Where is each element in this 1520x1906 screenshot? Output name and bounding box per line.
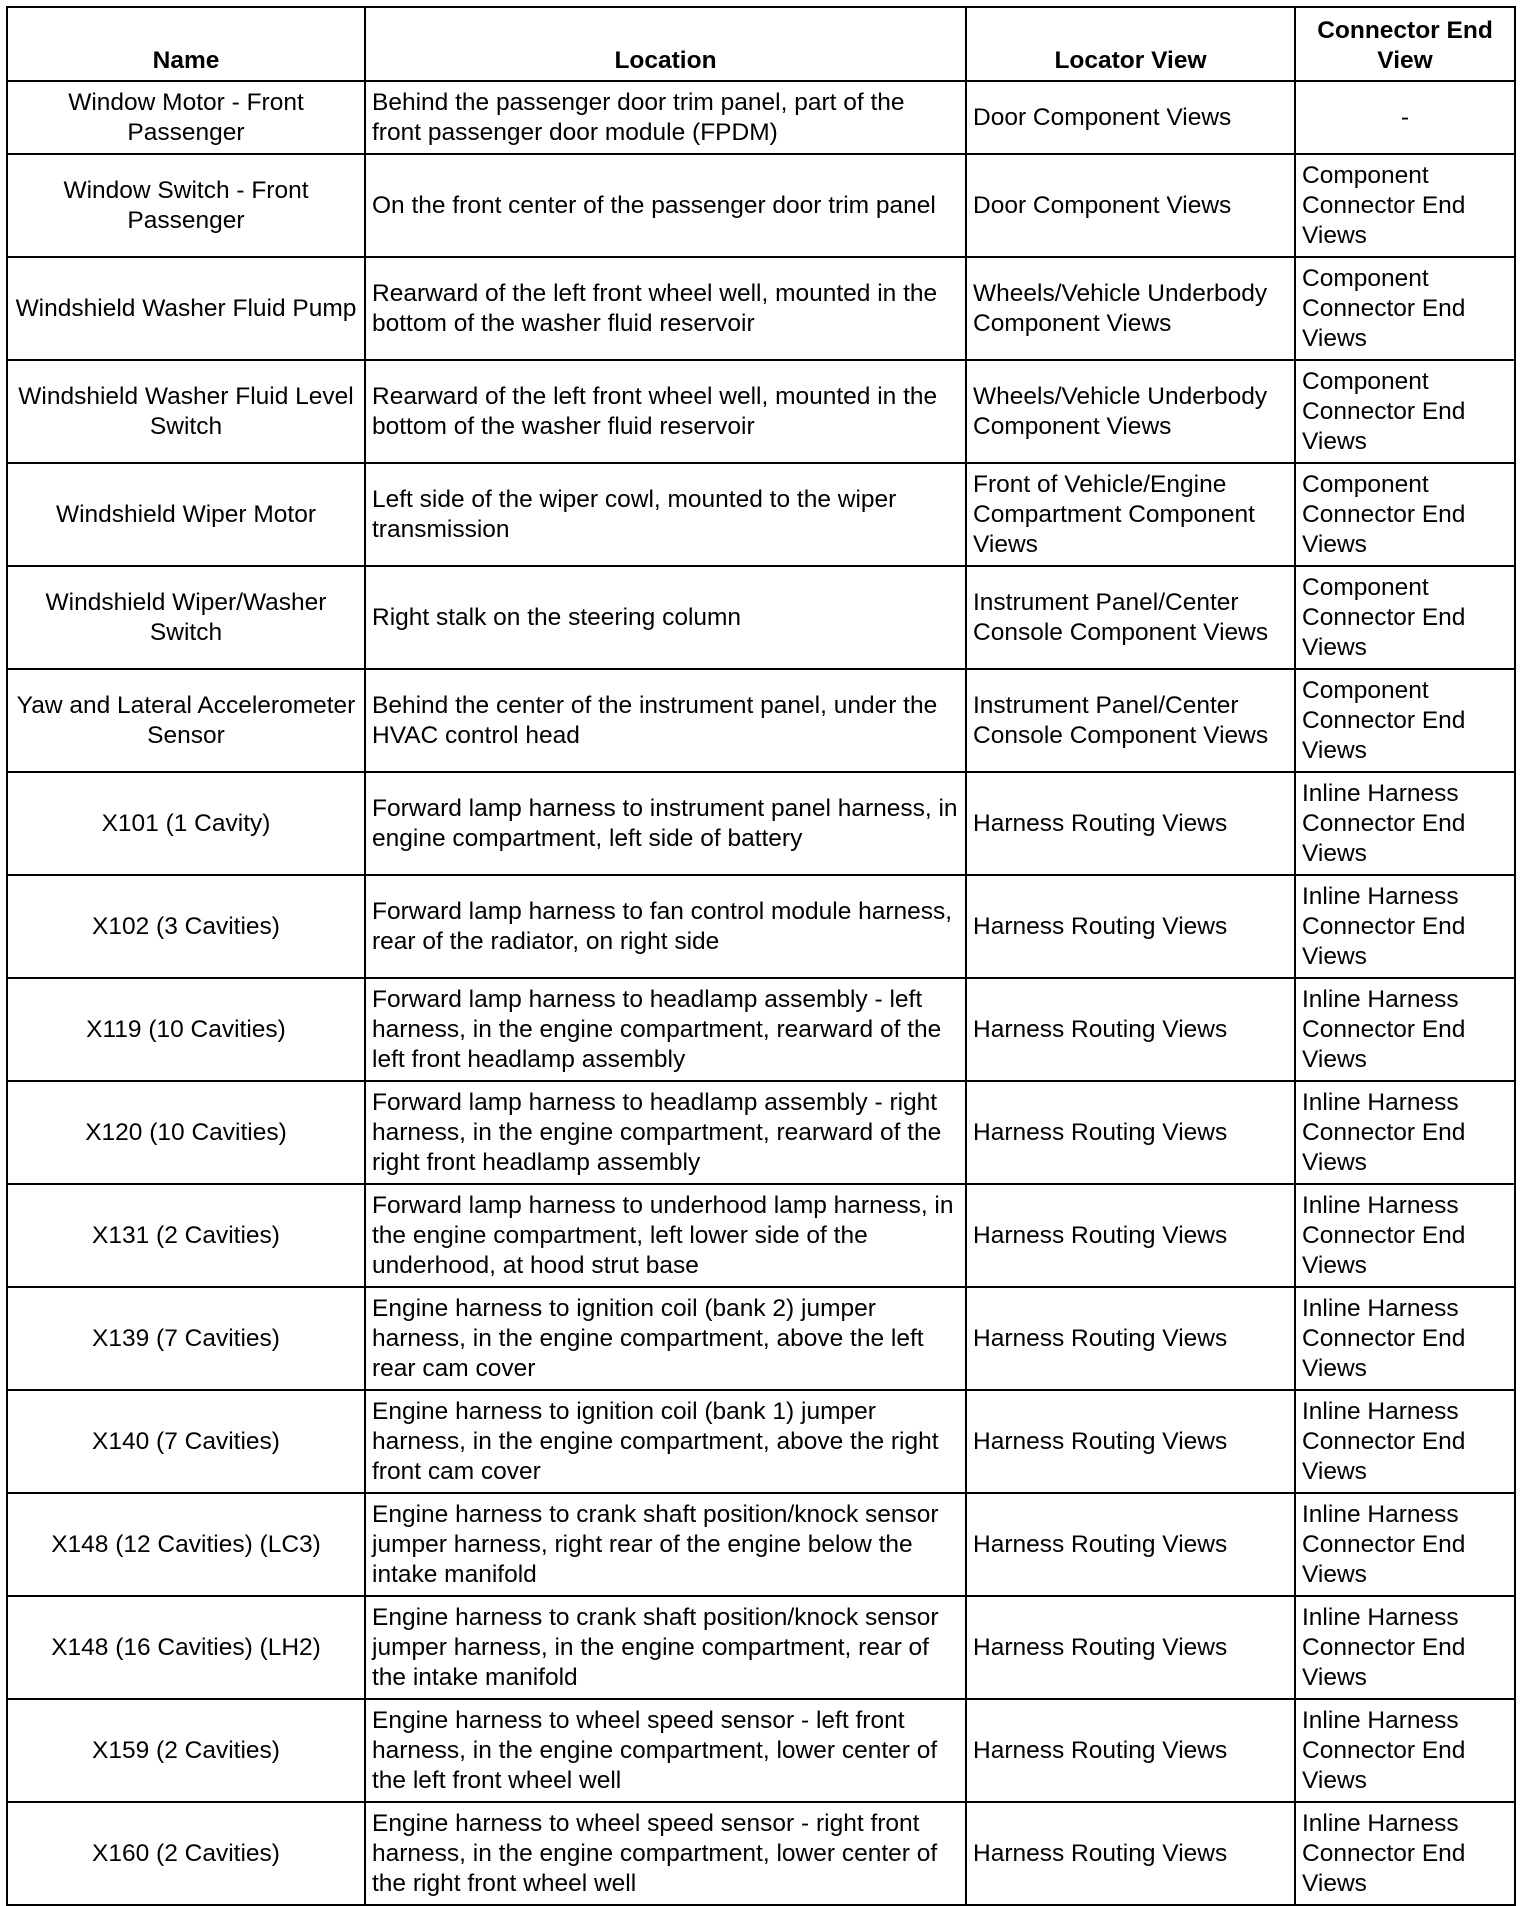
cell-locator-view: Harness Routing Views xyxy=(966,1390,1295,1493)
cell-name: X101 (1 Cavity) xyxy=(7,772,365,875)
cell-locator-view: Harness Routing Views xyxy=(966,1596,1295,1699)
cell-name: X148 (12 Cavities) (LC3) xyxy=(7,1493,365,1596)
cell-locator-view: Wheels/Vehicle Underbody Component Views xyxy=(966,360,1295,463)
cell-location: Behind the center of the instrument panel, under the HVAC control head xyxy=(365,669,966,772)
table-row xyxy=(7,257,1515,360)
table-row xyxy=(7,875,1515,978)
cell-name: Windshield Wiper Motor xyxy=(7,463,365,566)
cell-connector-end-view: - xyxy=(1295,81,1515,154)
table-row xyxy=(7,154,1515,257)
cell-connector-end-view: Inline Harness Connector End Views xyxy=(1295,1184,1515,1287)
header-location: Location xyxy=(365,7,966,81)
cell-location: Left side of the wiper cowl, mounted to the wiper transmission xyxy=(365,463,966,566)
table-row xyxy=(7,772,1515,875)
table-row xyxy=(7,81,1515,154)
cell-location: Engine harness to wheel speed sensor - right front harness, in the engine compartment, lower center of the right front wheel well xyxy=(365,1802,966,1905)
cell-name: X159 (2 Cavities) xyxy=(7,1699,365,1802)
cell-connector-end-view: Component Connector End Views xyxy=(1295,669,1515,772)
cell-connector-end-view: Component Connector End Views xyxy=(1295,257,1515,360)
table-row xyxy=(7,1699,1515,1802)
cell-name: Windshield Washer Fluid Level Switch xyxy=(7,360,365,463)
cell-name: X140 (7 Cavities) xyxy=(7,1390,365,1493)
cell-connector-end-view: Inline Harness Connector End Views xyxy=(1295,1596,1515,1699)
table-row xyxy=(7,1184,1515,1287)
table-row xyxy=(7,566,1515,669)
table-row xyxy=(7,1081,1515,1184)
table-row xyxy=(7,360,1515,463)
cell-name: X102 (3 Cavities) xyxy=(7,875,365,978)
cell-connector-end-view: Component Connector End Views xyxy=(1295,360,1515,463)
cell-locator-view: Harness Routing Views xyxy=(966,1287,1295,1390)
cell-location: Forward lamp harness to underhood lamp harness, in the engine compartment, left lower side of the underhood, at hood strut base xyxy=(365,1184,966,1287)
cell-locator-view: Wheels/Vehicle Underbody Component Views xyxy=(966,257,1295,360)
header-row xyxy=(7,7,1515,81)
cell-connector-end-view: Inline Harness Connector End Views xyxy=(1295,1802,1515,1905)
cell-name: X148 (16 Cavities) (LH2) xyxy=(7,1596,365,1699)
cell-locator-view: Harness Routing Views xyxy=(966,978,1295,1081)
table-row xyxy=(7,978,1515,1081)
cell-locator-view: Door Component Views xyxy=(966,154,1295,257)
cell-locator-view: Harness Routing Views xyxy=(966,875,1295,978)
cell-location: Forward lamp harness to headlamp assembly - right harness, in the engine compartment, rearward of the right front headlamp assembly xyxy=(365,1081,966,1184)
cell-connector-end-view: Component Connector End Views xyxy=(1295,463,1515,566)
cell-locator-view: Harness Routing Views xyxy=(966,1184,1295,1287)
cell-locator-view: Door Component Views xyxy=(966,81,1295,154)
component-locator-table xyxy=(6,6,1516,1906)
table-row xyxy=(7,1493,1515,1596)
table-row xyxy=(7,463,1515,566)
cell-locator-view: Instrument Panel/Center Console Component Views xyxy=(966,669,1295,772)
table-row xyxy=(7,1802,1515,1905)
cell-location: Forward lamp harness to instrument panel harness, in engine compartment, left side of battery xyxy=(365,772,966,875)
cell-location: Engine harness to ignition coil (bank 2) jumper harness, in the engine compartment, above the left rear cam cover xyxy=(365,1287,966,1390)
cell-locator-view: Instrument Panel/Center Console Component Views xyxy=(966,566,1295,669)
cell-connector-end-view: Inline Harness Connector End Views xyxy=(1295,772,1515,875)
cell-name: X139 (7 Cavities) xyxy=(7,1287,365,1390)
cell-locator-view: Harness Routing Views xyxy=(966,1699,1295,1802)
table-row xyxy=(7,1596,1515,1699)
cell-name: Yaw and Lateral Accelerometer Sensor xyxy=(7,669,365,772)
table-row xyxy=(7,669,1515,772)
header-connector-end-view: Connector End View xyxy=(1295,7,1515,81)
cell-name: Window Motor - Front Passenger xyxy=(7,81,365,154)
cell-connector-end-view: Inline Harness Connector End Views xyxy=(1295,1493,1515,1596)
cell-locator-view: Front of Vehicle/Engine Compartment Component Views xyxy=(966,463,1295,566)
table-row xyxy=(7,1390,1515,1493)
cell-location: Engine harness to crank shaft position/knock sensor jumper harness, in the engine compartment, rear of the intake manifold xyxy=(365,1596,966,1699)
table-row xyxy=(7,1287,1515,1390)
cell-connector-end-view: Inline Harness Connector End Views xyxy=(1295,1699,1515,1802)
cell-location: Engine harness to wheel speed sensor - left front harness, in the engine compartment, lower center of the left front wheel well xyxy=(365,1699,966,1802)
header-name: Name xyxy=(7,7,365,81)
cell-name: X160 (2 Cavities) xyxy=(7,1802,365,1905)
cell-location: Engine harness to ignition coil (bank 1) jumper harness, in the engine compartment, above the right front cam cover xyxy=(365,1390,966,1493)
cell-location: Behind the passenger door trim panel, part of the front passenger door module (FPDM) xyxy=(365,81,966,154)
cell-connector-end-view: Inline Harness Connector End Views xyxy=(1295,875,1515,978)
cell-connector-end-view: Inline Harness Connector End Views xyxy=(1295,1287,1515,1390)
cell-location: Rearward of the left front wheel well, mounted in the bottom of the washer fluid reservoir xyxy=(365,360,966,463)
cell-name: X131 (2 Cavities) xyxy=(7,1184,365,1287)
cell-name: X120 (10 Cavities) xyxy=(7,1081,365,1184)
cell-name: Window Switch - Front Passenger xyxy=(7,154,365,257)
cell-name: Windshield Wiper/Washer Switch xyxy=(7,566,365,669)
cell-location: Right stalk on the steering column xyxy=(365,566,966,669)
cell-connector-end-view: Inline Harness Connector End Views xyxy=(1295,1390,1515,1493)
cell-location: Forward lamp harness to fan control module harness, rear of the radiator, on right side xyxy=(365,875,966,978)
cell-location: Forward lamp harness to headlamp assembly - left harness, in the engine compartment, rearward of the left front headlamp assembly xyxy=(365,978,966,1081)
cell-locator-view: Harness Routing Views xyxy=(966,772,1295,875)
cell-connector-end-view: Component Connector End Views xyxy=(1295,154,1515,257)
header-locator-view: Locator View xyxy=(966,7,1295,81)
cell-locator-view: Harness Routing Views xyxy=(966,1081,1295,1184)
cell-connector-end-view: Inline Harness Connector End Views xyxy=(1295,978,1515,1081)
cell-name: Windshield Washer Fluid Pump xyxy=(7,257,365,360)
cell-name: X119 (10 Cavities) xyxy=(7,978,365,1081)
cell-connector-end-view: Inline Harness Connector End Views xyxy=(1295,1081,1515,1184)
cell-locator-view: Harness Routing Views xyxy=(966,1802,1295,1905)
cell-connector-end-view: Component Connector End Views xyxy=(1295,566,1515,669)
cell-locator-view: Harness Routing Views xyxy=(966,1493,1295,1596)
cell-location: On the front center of the passenger door trim panel xyxy=(365,154,966,257)
cell-location: Rearward of the left front wheel well, mounted in the bottom of the washer fluid reservoir xyxy=(365,257,966,360)
cell-location: Engine harness to crank shaft position/knock sensor jumper harness, right rear of the engine below the intake manifold xyxy=(365,1493,966,1596)
